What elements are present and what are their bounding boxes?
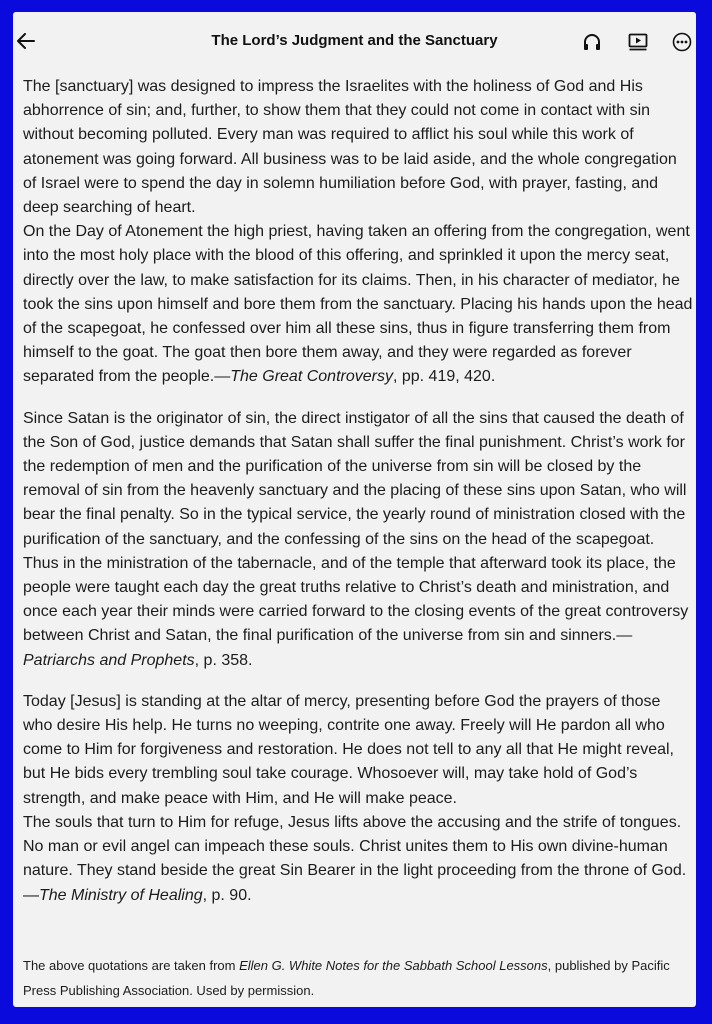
paragraph: Thus in the ministration of the tabernacle, and of the temple that afterward took its place, the people were taught each day the great truths relative to Christ’s death and ministration, and once each year their minds were carried forward to the closing events of the great controversy between Christ and Satan, the final purification of the universe from sin and sinners.—Patriarchs and Prophets, p. 358.: [23, 554, 689, 669]
source-title: Patriarchs and Prophets: [23, 651, 195, 669]
video-play-icon: [628, 33, 648, 51]
page-title: The Lord’s Judgment and the Sanctuary: [211, 32, 498, 49]
quote-block: [23, 407, 693, 673]
attribution-book: Ellen G. White Notes for the Sabbath School Lessons: [239, 958, 548, 973]
top-bar: [13, 12, 696, 67]
back-button[interactable]: [15, 30, 37, 52]
source-title: The Great Controversy: [230, 368, 393, 386]
quote-block: [23, 690, 693, 908]
more-options-icon: [672, 32, 692, 52]
quote-block: [23, 75, 693, 390]
more-options-button[interactable]: [670, 30, 694, 54]
listen-button[interactable]: [580, 30, 604, 54]
paragraph: On the Day of Atonement the high priest, having taken an offering from the congregation, went into the most holy place with the blood of this offering, and sprinkled it upon the mercy seat, directly over the law, to make satisfaction for its claims. Then, in his character of mediator, he took the sins upon himself and bore them from the sanctuary. Placing his hands upon the head of the scapegoat, he confessed over him all these sins, thus in figure transferring them from himself to the goat. The goat then bore them away, and they were regarded as forever separated from the people.—The Great Controversy, pp. 419, 420.: [23, 223, 693, 386]
article-body: [23, 75, 693, 925]
paragraph: Today [Jesus] is standing at the altar of mercy, presenting before God the prayers of those who desire His help. He turns no weeping, contrite one away. Freely will He pardon all who come to Him for forgiveness and restoration. He does not tell to any all that He might reveal, but He bids every trembling soul take courage. Whosoever will, may take hold of God’s strength, and make peace with Him, and He will make peace.: [23, 692, 674, 807]
attribution-note: The above quotations are taken from Ellen G. White Notes for the Sabbath School Lessons, published by Pacific Press Publishing Association. Used by permission.: [23, 958, 670, 998]
paragraph: The souls that turn to Him for refuge, Jesus lifts above the accusing and the strife of tongues. No man or evil angel can impeach these souls. Christ unites them to His own divine-human nature. They stand beside the great Sin Bearer in the light proceeding from the throne of God.—The Ministry of Healing, p. 90.: [23, 813, 687, 904]
paragraph: Since Satan is the originator of sin, the direct instigator of all the sins that caused the death of the Son of God, justice demands that Satan shall suffer the final punishment. Christ’s work for the redemption of men and the purification of the universe from sin will be closed by the removal of sin from the heavenly sanctuary and the placing of these sins upon Satan, who will bear the final penalty. So in the typical service, the yearly round of ministration closed with the purification of the sanctuary, and the confessing of the sins on the head of the scapegoat.: [23, 409, 687, 548]
toolbar-actions: [580, 30, 694, 54]
video-button[interactable]: [626, 30, 650, 54]
paragraph: The [sanctuary] was designed to impress the Israelites with the holiness of God and His abhorrence of sin; and, further, to show them that they could not come in contact with sin without becoming polluted. Every man was required to afflict his soul while this work of atonement was going forward. All business was to be laid aside, and the whole congregation of Israel were to spend the day in solemn humiliation before God, with prayer, fasting, and deep searching of heart.: [23, 78, 677, 217]
source-title: The Ministry of Healing: [39, 886, 203, 904]
headphones-icon: [582, 33, 602, 51]
reader-window: [13, 12, 696, 1007]
arrow-left-icon: [17, 33, 35, 49]
